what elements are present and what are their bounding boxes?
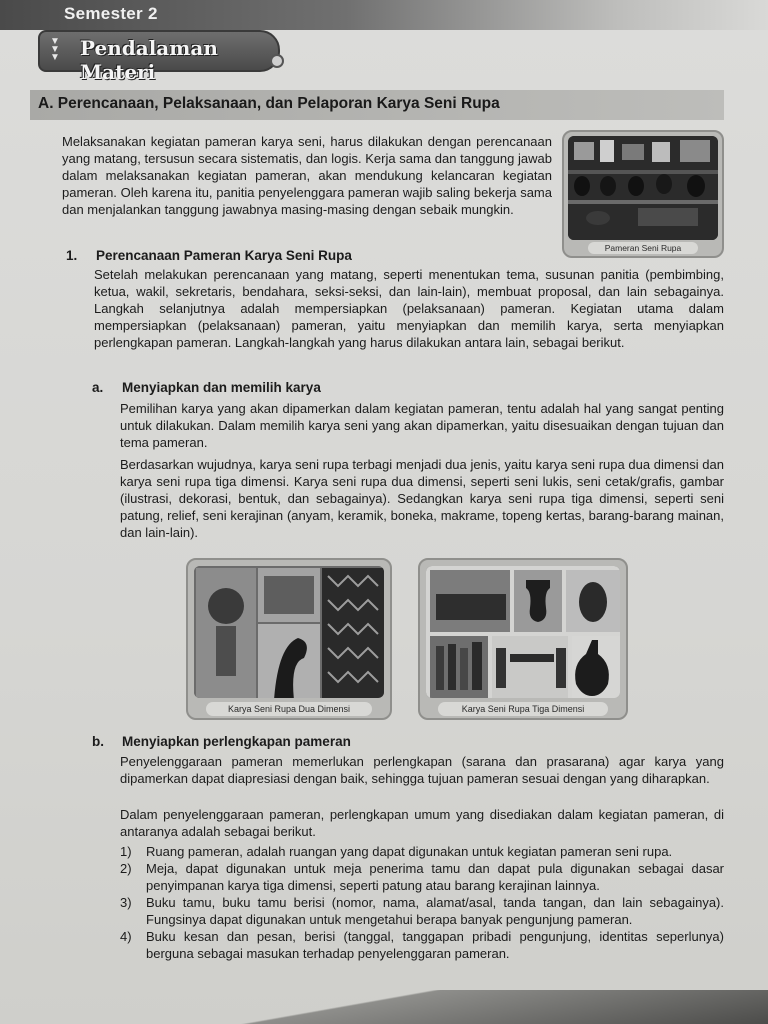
figure-2d-caption: Karya Seni Rupa Dua Dimensi [206, 702, 372, 716]
section-badge [38, 30, 280, 84]
subsection-a-title: Menyiapkan dan memilih karya [122, 380, 321, 395]
list-item-number: 1) [120, 844, 132, 859]
chevron-down-icon: ▼ ▼ ▼ [50, 36, 60, 63]
exhibition-photo-image [568, 136, 718, 240]
list-item-text: Buku tamu, buku tamu berisi (nomor, nama, alamat/asal, tanda tangan, dan lain sebagainya). Fungsinya dapat digunakan untuk mengetahui berapa banyak pengunjung pameran. [146, 895, 724, 927]
figure-3d-image [426, 566, 620, 698]
gallery-illustration [568, 136, 718, 240]
list-item-text: Ruang pameran, adalah ruangan yang dapat digunakan untuk kegiatan pameran seni rupa. [146, 844, 673, 859]
subsection-b-heading [92, 734, 351, 749]
figure-2d-artworks [186, 558, 392, 720]
badge-dot-icon [270, 54, 284, 68]
subsection-a-letter: a. [92, 380, 104, 395]
list-item [120, 928, 724, 962]
badge-title: Pendalaman Materi [80, 36, 218, 84]
subsection-b-paragraph-2: Dalam penyelenggaraan pameran, perlengkapan umum yang disediakan dalam kegiatan pameran, di antaranya adalah sebagai berikut. [120, 807, 724, 839]
subsection-a-paragraph-2: Berdasarkan wujudnya, karya seni rupa terbagi menjadi dua jenis, yaitu karya seni rupa dua dimensi dan karya seni rupa tiga dimensi. Karya seni rupa dua dimensi, seperti seni lukis, seni cetak/grafis, gambar (ilustrasi, dekorasi, bentuk, dan sebagainya). Sedangkan karya seni rupa tiga dimensi, seperti seni patung, relief, seni kerajinan (anyam, keramik, boneka, makrame, topeng kertas, barang-barang mainan, dan lain-lain). [120, 457, 724, 540]
list-item-number: 4) [120, 929, 132, 944]
list-item-text: Buku kesan dan pesan, berisi (tanggal, tanggapan pribadi pengunjung, identitas seperlunya) berguna sebagai masukan terhadap penyelenggaran pameran. [146, 929, 724, 961]
list-item [120, 843, 724, 860]
subsection-1-title: Perencanaan Pameran Karya Seni Rupa [96, 248, 352, 263]
subsection-a-heading [92, 380, 321, 395]
subsection-b-paragraph-1: Penyelenggaraan pameran memerlukan perlengkapan (sarana dan prasarana) agar karya yang dipamerkan dapat diapresiasi dengan baik, sehingga tujuan pameran sesuai dengan yang diharapkan. [120, 754, 724, 786]
subsection-a-paragraph-1: Pemilihan karya yang akan dipamerkan dalam kegiatan pameran, tentu adalah hal yang sangat penting untuk dilakukan. Dalam memilih karya seni yang akan dipamerkan, yaitu disesuaikan dengan tujuan dan tema pameran. [120, 401, 724, 450]
semester-label: Semester 2 [64, 4, 158, 23]
list-item-number: 3) [120, 895, 132, 910]
figure-3d-caption: Karya Seni Rupa Tiga Dimensi [438, 702, 608, 716]
subsection-b-letter: b. [92, 734, 104, 749]
exhibition-photo [562, 130, 724, 258]
exhibition-photo-caption: Pameran Seni Rupa [588, 242, 698, 254]
list-item-number: 2) [120, 861, 132, 876]
figure-3d-artworks [418, 558, 628, 720]
list-item-text: Meja, dapat digunakan untuk meja penerima tamu dan dapat pula digunakan sebagai dasar penyimpanan karya tiga dimensi, seperti patung atau barang kerajinan lainnya. [146, 861, 724, 893]
3d-artworks-illustration [426, 566, 620, 698]
list-item [120, 860, 724, 894]
subsection-1-paragraph: Setelah melakukan perencanaan yang matang, seperti menentukan tema, susunan panitia (pembimbing, ketua, wakil, sekretaris, bendahara, seksi-seksi, dan lain-lain), membuat proposal, dan lain sebagainya. Langkah selanjutnya adalah mempersiapkan (pelaksanaan) pameran. Kegiatan utama dalam mempersiapkan (pelaksanaan) pameran, yaitu menyiapkan dan memilih karya, serta menyiapkan perlengkapan pameran. Langkah-langkah yang harus dilakukan antara lain, sebagai berikut. [94, 267, 724, 350]
subsection-1-number: 1. [66, 248, 78, 263]
list-item [120, 894, 724, 928]
equipment-list [120, 843, 724, 962]
section-title: A. Perencanaan, Pelaksanaan, dan Pelaporan Karya Seni Rupa [38, 95, 500, 112]
2d-artworks-illustration [194, 566, 384, 698]
page-footer-swoosh [0, 990, 768, 1024]
figure-2d-image [194, 566, 384, 698]
subsection-1-heading [66, 248, 352, 263]
subsection-b-title: Menyiapkan perlengkapan pameran [122, 734, 351, 749]
intro-paragraph: Melaksanakan kegiatan pameran karya seni, harus dilakukan dengan perencanaan yang matang, tersusun secara sistematis, dan logis. Kerja sama dan tanggung jawab dalam melaksanakan kegiatan pameran, akan mendukung kelancaran kegiatan pameran. Oleh karena itu, panitia penyelenggara pameran wajib saling bekerja sama dan menjalankan tanggung jawabnya masing-masing dengan sebaik mungkin. [62, 134, 552, 217]
